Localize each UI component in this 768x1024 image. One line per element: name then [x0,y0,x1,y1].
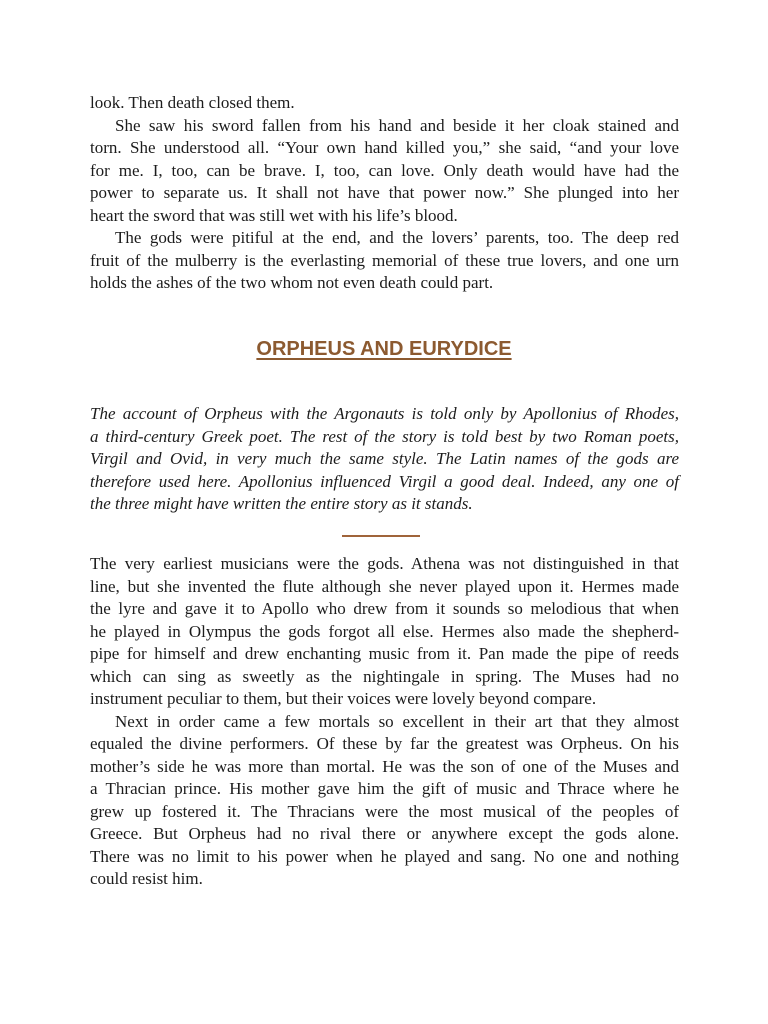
text-line: a Thracian prince. His mother gave him the gift of music and Thrace where he [90,779,679,798]
text-line: She saw his sword fallen from his hand and beside it her cloak stained and [115,115,679,135]
text-line: Virgil and Ovid, in very much the same style. The Latin names of the gods are [90,449,679,468]
text-line: line, but she invented the flute although she never played upon it. Hermes made [90,576,679,596]
text-line: equaled the divine performers. Of these by far the greatest was Orpheus. On his [90,734,679,753]
text-line: look. Then death closed them. [90,93,295,112]
text-line: The gods were pitiful at the end, and the lovers’ parents, too. The deep red [115,228,679,247]
text-line: the three might have written the entire story as it stands. [90,494,473,513]
text-line: torn. She understood all. “Your own hand killed you,” she said, “and your love [90,138,679,157]
text-line: for me. I, too, can be brave. I, too, can love. Only death would have had the [90,160,679,180]
text-line: fruit of the mulberry is the everlasting memorial of these true lovers, and one urn [90,250,679,270]
text-line: could resist him. [90,869,203,888]
text-line: There was no limit to his power when he played and sang. No one and nothing [90,846,679,866]
text-line: power to separate us. It shall not have that power now.” She plunged into her [90,183,679,202]
text-line: he played in Olympus the gods forgot all else. Hermes also made the shepherd- [90,621,679,641]
section-divider [342,535,420,537]
text-line: instrument peculiar to them, but their voices were lovely beyond compare. [90,689,597,708]
text-line: Next in order came a few mortals so excellent in their art that they almost [115,711,679,731]
chapter-body [90,553,679,891]
text-line: which can sing as sweetly as the nightingale in spring. The Muses had no [90,666,679,686]
chapter-introduction [90,403,679,516]
text-line: the lyre and gave it to Apollo who drew from it sounds so melodious that when [90,599,679,618]
text-line: grew up fostered it. The Thracians were the most musical of the peoples of [90,801,679,821]
text-line: The account of Orpheus with the Argonauts is told only by Apollonius of Rhodes, [90,404,679,423]
text-line: therefore used here. Apollonius influenced Virgil a good deal. Indeed, any one of [90,471,679,491]
closing-paragraphs [90,92,679,295]
text-line: The very earliest musicians were the gods. Athena was not distinguished in that [90,554,679,573]
text-line: Greece. But Orpheus had no rival there or anywhere except the gods alone. [90,824,679,843]
text-line: heart the sword that was still wet with his life’s blood. [90,205,458,225]
text-line: pipe for himself and drew enchanting music from it. Pan made the pipe of reeds [90,644,679,663]
text-line: holds the ashes of the two whom not even death could part. [90,273,494,292]
text-line: a third-century Greek poet. The rest of the story is told best by two Roman poets, [90,426,679,446]
chapter-heading: ORPHEUS AND EURYDICE [256,338,512,360]
text-line: mother’s side he was more than mortal. He was the son of one of the Muses and [90,756,679,776]
